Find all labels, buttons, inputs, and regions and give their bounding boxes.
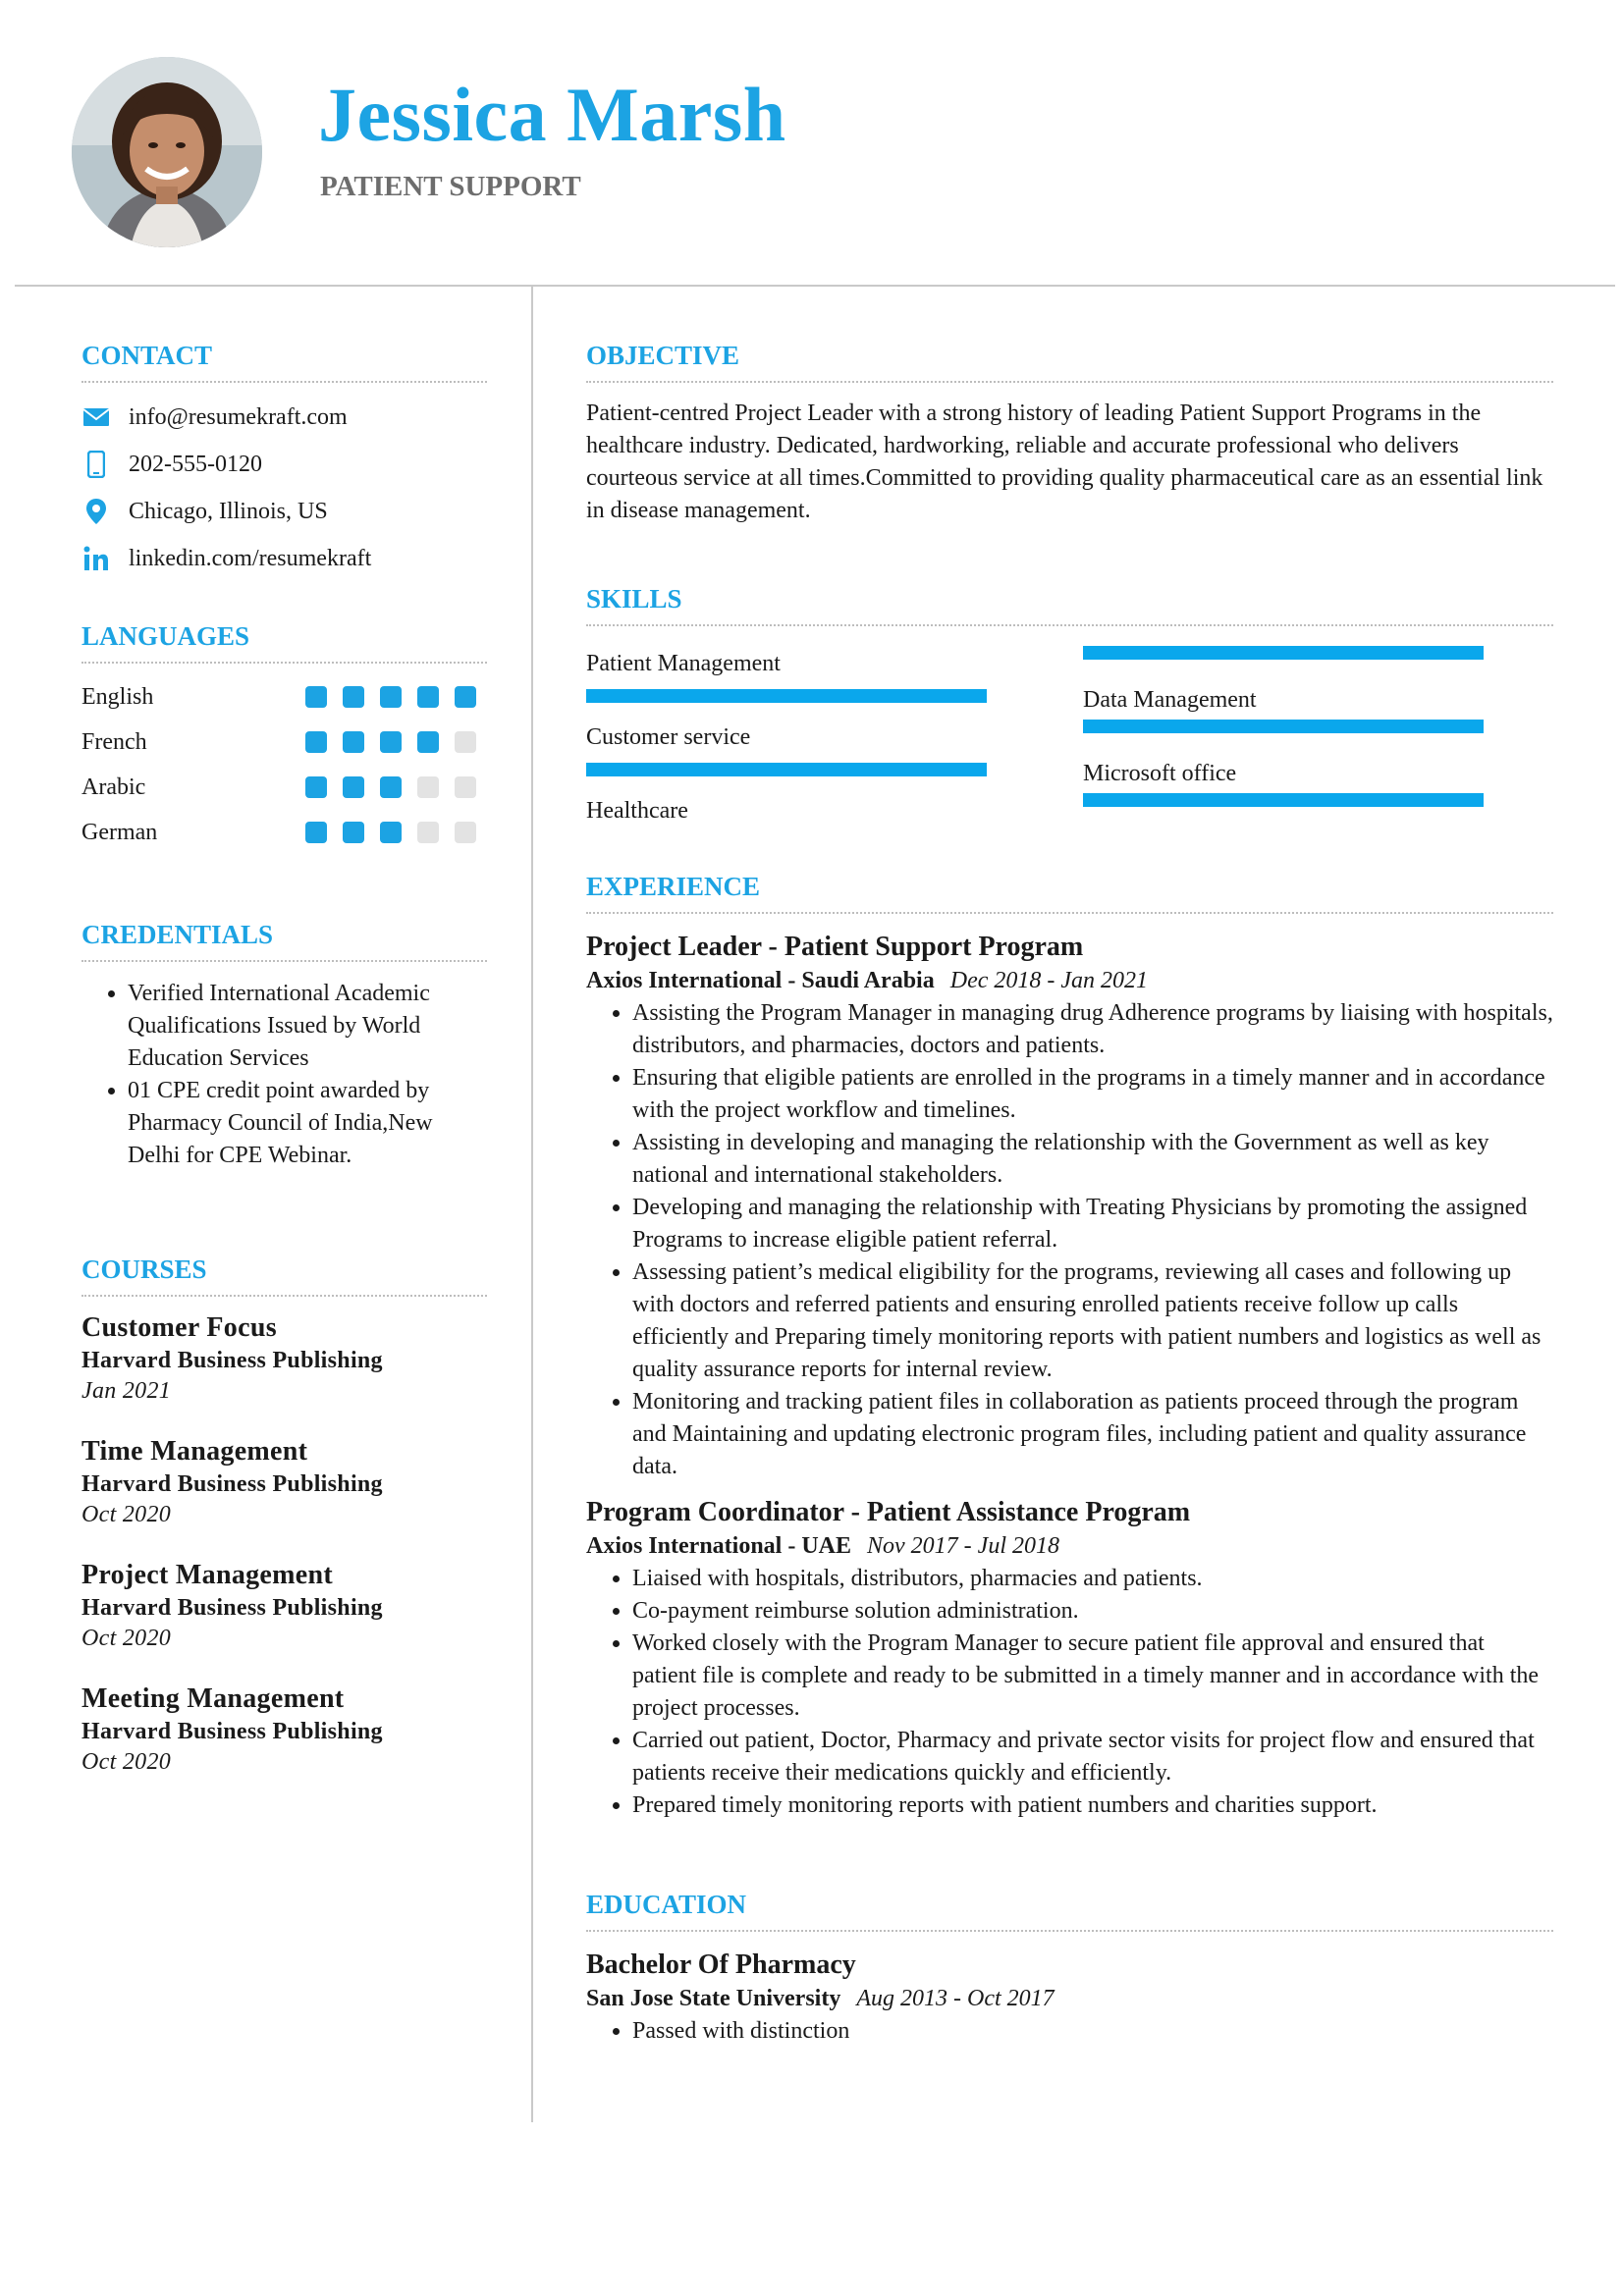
level-dot-filled	[417, 731, 439, 753]
level-dot-filled	[305, 686, 327, 708]
language-level	[305, 686, 476, 708]
contact-phone	[81, 441, 487, 488]
languages-heading: LANGUAGES	[81, 623, 487, 664]
list-item: • Carried out patient, Doctor, Pharmacy and private sector visits for project flow and ensured that patients receive their medications quickly and efficiently.	[632, 1725, 1553, 1789]
level-dot-filled	[343, 731, 364, 753]
job-entry	[586, 930, 1553, 1483]
level-dot-empty	[417, 776, 439, 798]
contact-location	[81, 488, 487, 535]
skills-grid	[586, 626, 1553, 832]
course-entry	[81, 1558, 487, 1654]
course-date: Oct 2020	[81, 1626, 172, 1651]
list-item: • Prepared timely monitoring reports with patient numbers and charities support.	[632, 1789, 1553, 1822]
course-provider: Harvard Business Publishing	[81, 1595, 383, 1621]
job-dates: Nov 2017 - Jul 2018	[867, 1533, 1059, 1559]
job-title: Project Leader - Patient Support Program	[586, 932, 1084, 962]
avatar-photo-icon	[72, 57, 262, 247]
education-entry	[586, 1948, 1553, 2048]
resume-header	[0, 0, 1623, 285]
education-degree: Bachelor Of Pharmacy	[586, 1949, 856, 1980]
skill-label: Healthcare	[586, 798, 688, 824]
education-heading: EDUCATION	[586, 1892, 1553, 1932]
education-school: San Jose State University	[586, 1986, 841, 2011]
list-item: • Monitoring and tracking patient files in collaboration as patients proceed through the program and Maintaining and updating electronic program files, including patient and quality assurance data.	[632, 1386, 1553, 1483]
linkedin-icon	[81, 544, 111, 573]
contact-email-text[interactable]: info@resumekraft.com	[129, 403, 348, 430]
list-item: • Ensuring that eligible patients are enrolled in the programs in a timely manner and in accordance with the project workflow and timelines.	[632, 1062, 1553, 1127]
course-provider: Harvard Business Publishing	[81, 1471, 383, 1497]
experience-section	[586, 874, 1553, 1822]
language-row	[81, 765, 487, 810]
language-level	[305, 731, 476, 753]
language-level	[305, 822, 476, 843]
language-name: English	[81, 683, 154, 710]
experience-heading: EXPERIENCE	[586, 874, 1553, 914]
avatar-illustration	[72, 57, 262, 247]
right-column	[586, 287, 1553, 2048]
education-bullets	[586, 2015, 1553, 2048]
objective-text: Patient-centred Project Leader with a strong history of leading Patient Support Programs in the healthcare industry. Dedicated, hardworking, reliable and accurate professional who delivers courteous service at all times.Committed to providing quality pharmaceutical care as an essential link in disease management.	[586, 400, 1543, 523]
left-column	[81, 287, 487, 1805]
courses-heading: COURSES	[81, 1256, 487, 1297]
level-dot-filled	[305, 776, 327, 798]
job-meta	[586, 1530, 1553, 1563]
course-date: Oct 2020	[81, 1502, 172, 1527]
job-entry	[586, 1495, 1553, 1822]
level-dot-empty	[455, 822, 476, 843]
language-level	[305, 776, 476, 798]
course-date: Jan 2021	[81, 1378, 172, 1404]
skill-label: Patient Management	[586, 651, 781, 676]
list-item: • Worked closely with the Program Manager to secure patient file approval and ensured that patient file is complete and ready to be submitted in a timely manner and in accordance with the project processes.	[632, 1628, 1553, 1725]
list-item: • Verified International Academic Qualifications Issued by World Education Services	[128, 978, 487, 1075]
language-name: French	[81, 728, 147, 755]
objective-heading: OBJECTIVE	[586, 343, 1553, 383]
list-item: • Assisting the Program Manager in managing drug Adherence programs by liaising with hospitals, distributors, and pharmacies, doctors and patients.	[632, 997, 1553, 1062]
skill-bar	[1083, 720, 1484, 733]
job-meta	[586, 965, 1553, 997]
list-item: • Developing and managing the relationship with Treating Physicians by promoting the assigned Programs to increase eligible patient referral.	[632, 1192, 1553, 1256]
course-title: Time Management	[81, 1436, 308, 1467]
skill-label: Microsoft office	[1083, 761, 1237, 786]
objective-section	[586, 343, 1553, 527]
course-entry	[81, 1434, 487, 1530]
contact-linkedin-text[interactable]: linkedin.com/resumekraft	[129, 545, 372, 571]
job-bullets	[586, 1563, 1553, 1822]
languages-list	[81, 674, 487, 855]
contact-heading: CONTACT	[81, 343, 487, 383]
level-dot-filled	[380, 686, 402, 708]
level-dot-empty	[455, 731, 476, 753]
level-dot-filled	[305, 731, 327, 753]
contact-section	[81, 343, 487, 582]
level-dot-filled	[305, 822, 327, 843]
job-company: Axios International - UAE	[586, 1533, 852, 1559]
candidate-name: Jessica Marsh	[318, 72, 786, 157]
course-title: Customer Focus	[81, 1312, 277, 1343]
list-item: • Assessing patient’s medical eligibility for the programs, reviewing all cases and following up with doctors and referred patients and ensuring enrolled patients receive follow up calls efficiently and Preparing timely monitoring reports with patient numbers and logistics as well as quality assurance reports for internal review.	[632, 1256, 1553, 1386]
course-provider: Harvard Business Publishing	[81, 1719, 383, 1744]
course-date: Oct 2020	[81, 1749, 172, 1775]
level-dot-empty	[455, 776, 476, 798]
course-entry	[81, 1310, 487, 1407]
skills-heading: SKILLS	[586, 586, 1553, 626]
languages-section	[81, 623, 487, 855]
level-dot-filled	[380, 731, 402, 753]
phone-icon	[81, 450, 111, 479]
email-icon	[81, 402, 111, 432]
job-dates: Dec 2018 - Jan 2021	[949, 968, 1149, 993]
job-company: Axios International - Saudi Arabia	[586, 968, 935, 993]
language-row	[81, 810, 487, 855]
level-dot-filled	[417, 686, 439, 708]
contact-location-text: Chicago, Illinois, US	[129, 498, 328, 524]
course-entry	[81, 1682, 487, 1778]
skill-label: Customer service	[586, 724, 751, 750]
list-item: • Liaised with hospitals, distributors, pharmacies and patients.	[632, 1563, 1553, 1595]
job-bullets	[586, 997, 1553, 1483]
language-row	[81, 674, 487, 720]
list-item: • Passed with distinction	[632, 2015, 1553, 2048]
level-dot-filled	[455, 686, 476, 708]
column-divider	[531, 287, 533, 2122]
level-dot-filled	[343, 776, 364, 798]
location-pin-icon	[81, 497, 111, 526]
language-name: German	[81, 819, 158, 845]
skills-section	[586, 586, 1553, 832]
education-meta	[586, 1983, 1553, 2015]
contact-email	[81, 394, 487, 441]
courses-section	[81, 1256, 487, 1778]
credentials-section	[81, 922, 487, 1172]
education-dates: Aug 2013 - Oct 2017	[856, 1986, 1055, 2011]
skill-bar	[1083, 646, 1484, 660]
list-item: • Co-payment reimburse solution administration.	[632, 1595, 1553, 1628]
education-section	[586, 1892, 1553, 2048]
level-dot-filled	[380, 822, 402, 843]
level-dot-filled	[343, 822, 364, 843]
level-dot-empty	[417, 822, 439, 843]
credentials-heading: CREDENTIALS	[81, 922, 487, 962]
course-title: Meeting Management	[81, 1683, 345, 1714]
skill-bar	[586, 689, 987, 703]
contact-linkedin	[81, 535, 487, 582]
skill-bar	[1083, 793, 1484, 807]
job-title: Program Coordinator - Patient Assistance Program	[586, 1497, 1191, 1527]
credentials-list	[81, 978, 487, 1172]
candidate-title: PATIENT SUPPORT	[320, 171, 581, 202]
level-dot-filled	[343, 686, 364, 708]
contact-phone-text[interactable]: 202-555-0120	[129, 451, 262, 477]
course-provider: Harvard Business Publishing	[81, 1348, 383, 1373]
course-title: Project Management	[81, 1560, 334, 1590]
skill-label: Data Management	[1083, 687, 1257, 713]
level-dot-filled	[380, 776, 402, 798]
language-row	[81, 720, 487, 765]
list-item: • Assisting in developing and managing the relationship with the Government as well as key national and international stakeholders.	[632, 1127, 1553, 1192]
list-item: • 01 CPE credit point awarded by Pharmacy Council of India,New Delhi for CPE Webinar.	[128, 1075, 487, 1172]
language-name: Arabic	[81, 774, 146, 800]
skill-bar	[586, 763, 987, 776]
